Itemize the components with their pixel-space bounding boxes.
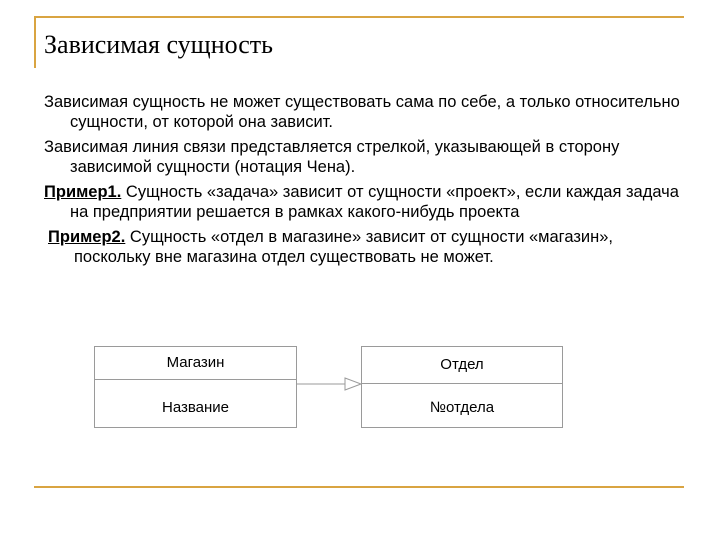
bottom-frame-line bbox=[34, 486, 684, 488]
entity-department-divider bbox=[362, 383, 562, 384]
entity-store-divider bbox=[95, 379, 296, 380]
paragraph-notation-text: Зависимая линия связи представляется стрелкой, указывающей в сторону зависимой сущности (нотация Чена). bbox=[44, 138, 620, 176]
slide-title: Зависимая сущность bbox=[44, 30, 274, 59]
example-2-text: Сущность «отдел в магазине» зависит от сущности «магазин», поскольку вне магазина отдел существовать не может. bbox=[74, 228, 613, 266]
entity-department-attribute: №отдела bbox=[429, 399, 495, 416]
entity-box-store bbox=[94, 346, 297, 428]
example-1-label: Пример1. bbox=[44, 183, 122, 201]
example-2-label: Пример2. bbox=[48, 228, 126, 246]
dependency-arrowhead-icon bbox=[345, 378, 361, 390]
entity-store-attribute: Название bbox=[161, 399, 230, 416]
example-1-text: Сущность «задача» зависит от сущности «проект», если каждая задача на предприятии решается в рамках какого-нибудь проекта bbox=[70, 183, 679, 221]
entity-box-department bbox=[361, 346, 563, 428]
entity-store-name: Магазин bbox=[166, 354, 225, 371]
paragraph-definition-text: Зависимая сущность не может существовать сама по себе, а только относительно сущности, от которой она зависит. bbox=[44, 93, 680, 131]
entity-department-name: Отдел bbox=[440, 356, 484, 373]
